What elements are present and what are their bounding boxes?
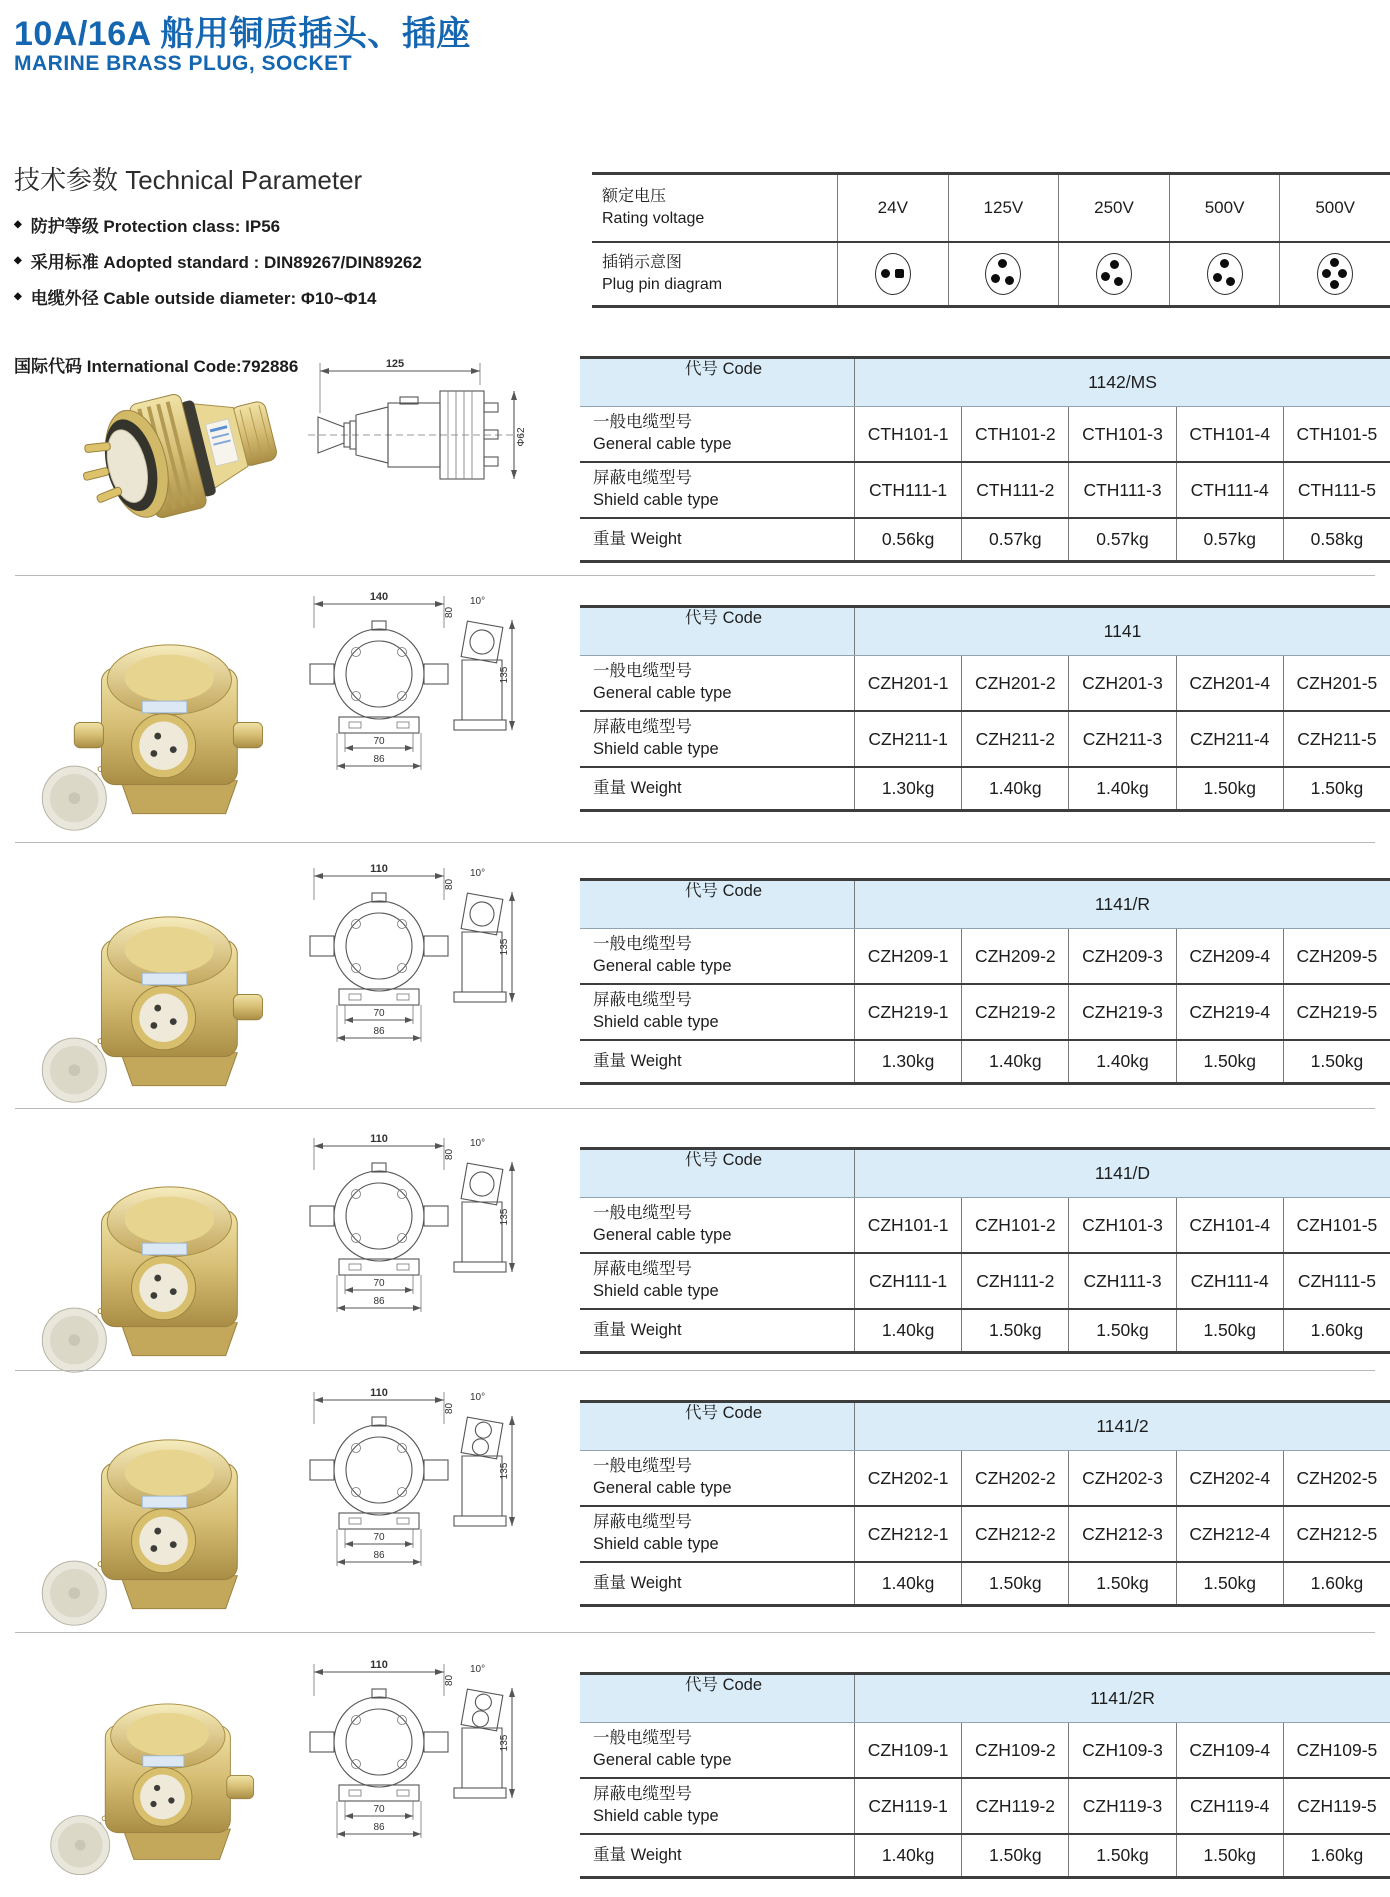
pin-cell xyxy=(1058,243,1169,305)
table-row xyxy=(580,1150,1390,1198)
weight-row-label: 重量 Weight xyxy=(593,529,682,548)
list-item xyxy=(14,284,422,309)
product-table-1141-2 xyxy=(580,1400,1390,1607)
dim-side: 80 xyxy=(444,1148,455,1160)
shield-row-label xyxy=(580,712,854,766)
diamond-bullet-icon: ◆ xyxy=(14,290,22,302)
general-cable-cell: CZH209-2 xyxy=(961,929,1068,983)
page-subtitle: MARINE BRASS PLUG, SOCKET xyxy=(14,52,353,75)
plug-pin-3-icon xyxy=(1207,253,1243,295)
weight-cell: 1.60kg xyxy=(1283,1835,1390,1876)
shield-cable-cell: CZH119-4 xyxy=(1176,1779,1283,1833)
section-divider xyxy=(15,575,1375,576)
shield-cable-cell: CZH212-3 xyxy=(1068,1507,1175,1561)
shield-cable-cell: CZH212-5 xyxy=(1283,1507,1390,1561)
shield-row-label xyxy=(580,985,854,1039)
general-cable-cell: CZH101-4 xyxy=(1176,1198,1283,1252)
label-zh: 一般电缆型号 xyxy=(593,413,692,432)
table-row xyxy=(580,1779,1390,1835)
shield-row-label xyxy=(580,463,854,517)
dim-outer: 86 xyxy=(373,1026,385,1037)
dim-height: 135 xyxy=(499,938,510,956)
label-en: Shield cable type xyxy=(593,1282,719,1300)
weight-cell: 0.57kg xyxy=(1068,519,1175,560)
general-cable-cell: CZH209-5 xyxy=(1283,929,1390,983)
pin-cell xyxy=(1169,243,1280,305)
weight-row-label: 重量 Weight xyxy=(593,778,682,797)
dim-top: 140 xyxy=(369,591,389,603)
code-row-label: 代号 Code xyxy=(684,1676,763,1694)
dim-inner: 70 xyxy=(373,1804,385,1815)
technical-drawing-socket xyxy=(292,1386,517,1596)
shield-cable-cell: CZH212-2 xyxy=(961,1507,1068,1561)
technical-drawing-socket xyxy=(292,1658,517,1868)
general-cable-cell: CZH202-1 xyxy=(854,1451,961,1505)
label-zh: 一般电缆型号 xyxy=(593,662,692,681)
weight-cell: 0.57kg xyxy=(961,519,1068,560)
dim-angle: 10° xyxy=(470,1664,486,1675)
weight-cell: 1.40kg xyxy=(854,1563,961,1604)
table-row xyxy=(580,359,1390,407)
shield-row-label xyxy=(580,1507,854,1561)
general-cable-cell: CZH209-1 xyxy=(854,929,961,983)
product-table-1141 xyxy=(580,605,1390,812)
product-code: 1141 xyxy=(854,608,1390,655)
weight-cell: 1.40kg xyxy=(854,1310,961,1351)
table-row xyxy=(580,712,1390,768)
general-row-label xyxy=(580,1451,854,1505)
plug-pin-3-icon xyxy=(985,253,1021,295)
dim-angle: 10° xyxy=(470,1392,486,1403)
weight-cell: 1.50kg xyxy=(1176,768,1283,809)
label-en: General cable type xyxy=(593,1751,732,1769)
table-row xyxy=(580,1563,1390,1604)
table-row xyxy=(580,1198,1390,1254)
label-en: Shield cable type xyxy=(593,1535,719,1553)
label-zh: 屏蔽电缆型号 xyxy=(593,718,692,737)
label-en: Rating voltage xyxy=(602,210,705,227)
table-row xyxy=(580,768,1390,809)
dim-angle: 10° xyxy=(470,596,486,607)
product-code: 1141/2R xyxy=(854,1675,1390,1722)
dim-outer: 86 xyxy=(373,1550,385,1561)
technical-drawing-plug xyxy=(300,355,530,505)
table-row xyxy=(580,1675,1390,1723)
list-item xyxy=(14,248,422,273)
table-row xyxy=(580,463,1390,519)
dim-top: 110 xyxy=(370,1133,388,1145)
weight-cell: 1.60kg xyxy=(1283,1563,1390,1604)
label-zh: 一般电缆型号 xyxy=(593,1204,692,1223)
weight-cell: 1.50kg xyxy=(1068,1563,1175,1604)
general-row-label xyxy=(580,1198,854,1252)
dim-top: 110 xyxy=(370,1387,388,1399)
weight-cell: 0.56kg xyxy=(854,519,961,560)
label-en: General cable type xyxy=(593,435,732,453)
weight-cell: 1.50kg xyxy=(961,1310,1068,1351)
voltage-cell: 250V xyxy=(1058,175,1169,241)
weight-cell: 1.30kg xyxy=(854,1041,961,1082)
weight-cell: 1.40kg xyxy=(961,1041,1068,1082)
label-zh: 一般电缆型号 xyxy=(593,1457,692,1476)
general-row-label xyxy=(580,1723,854,1777)
section-divider xyxy=(15,1632,1375,1633)
general-cable-cell: CZH201-4 xyxy=(1176,656,1283,710)
weight-row-label: 重量 Weight xyxy=(593,1845,682,1864)
dim-side: 80 xyxy=(444,606,455,618)
dim-inner: 70 xyxy=(373,736,385,747)
product-table-1141r xyxy=(580,878,1390,1085)
code-row-label: 代号 Code xyxy=(684,1151,763,1169)
shield-cable-cell: CZH119-1 xyxy=(854,1779,961,1833)
shield-cable-cell: CZH211-2 xyxy=(961,712,1068,766)
label-zh: 一般电缆型号 xyxy=(593,1729,692,1748)
general-cable-cell: CZH101-1 xyxy=(854,1198,961,1252)
general-row-label xyxy=(580,656,854,710)
shield-cable-cell: CZH211-4 xyxy=(1176,712,1283,766)
product-code: 1141/R xyxy=(854,881,1390,928)
dim-inner: 70 xyxy=(373,1532,385,1543)
weight-row-label: 重量 Weight xyxy=(593,1320,682,1339)
general-cable-cell: CZH109-4 xyxy=(1176,1723,1283,1777)
shield-cable-cell: CZH211-5 xyxy=(1283,712,1390,766)
shield-cable-cell: CTH111-5 xyxy=(1283,463,1390,517)
dim-length: 125 xyxy=(385,358,405,370)
shield-cable-cell: CZH211-1 xyxy=(854,712,961,766)
general-cable-cell: CZH101-3 xyxy=(1068,1198,1175,1252)
technical-drawing-socket xyxy=(292,1132,517,1342)
dim-top: 110 xyxy=(370,863,388,875)
label-en: Shield cable type xyxy=(593,1807,719,1825)
general-cable-cell: CZH101-5 xyxy=(1283,1198,1390,1252)
dim-outer: 86 xyxy=(373,1296,385,1307)
general-cable-cell: CZH202-3 xyxy=(1068,1451,1175,1505)
general-row-label xyxy=(580,929,854,983)
tech-parameter-heading: 技术参数 Technical Parameter xyxy=(14,165,363,195)
general-cable-cell: CZH201-1 xyxy=(854,656,961,710)
shield-cable-cell: CZH212-4 xyxy=(1176,1507,1283,1561)
general-cable-cell: CZH209-4 xyxy=(1176,929,1283,983)
shield-cable-cell: CTH111-2 xyxy=(961,463,1068,517)
plug-pin-3-icon xyxy=(1096,253,1132,295)
diamond-bullet-icon: ◆ xyxy=(14,218,22,230)
dim-height: 135 xyxy=(499,666,510,684)
weight-cell: 1.50kg xyxy=(1176,1835,1283,1876)
product-photo-socket xyxy=(22,608,277,836)
diamond-bullet-icon: ◆ xyxy=(14,254,22,266)
label-zh: 屏蔽电缆型号 xyxy=(593,991,692,1010)
general-cable-cell: CZH201-2 xyxy=(961,656,1068,710)
product-code: 1142/MS xyxy=(854,359,1390,406)
weight-cell: 1.50kg xyxy=(961,1835,1068,1876)
table-row xyxy=(580,1507,1390,1563)
shield-row-label xyxy=(580,1254,854,1308)
voltage-cell: 500V xyxy=(1169,175,1280,241)
table-row xyxy=(580,656,1390,712)
label-en: Shield cable type xyxy=(593,1013,719,1031)
section-divider xyxy=(15,1370,1375,1371)
product-photo-socket xyxy=(22,1150,277,1378)
label-zh: 插销示意图 xyxy=(602,254,683,272)
shield-cable-cell: CTH111-3 xyxy=(1068,463,1175,517)
voltage-table xyxy=(592,172,1390,308)
dim-outer: 86 xyxy=(373,1822,385,1833)
shield-cable-cell: CZH119-3 xyxy=(1068,1779,1175,1833)
bullet-text: 防护等级 Protection class: IP56 xyxy=(30,217,281,236)
general-cable-cell: CZH109-5 xyxy=(1283,1723,1390,1777)
label-en: General cable type xyxy=(593,1226,732,1244)
section-divider xyxy=(15,1108,1375,1109)
dim-height: 135 xyxy=(499,1462,510,1480)
table-row xyxy=(580,1403,1390,1451)
product-photo-socket xyxy=(22,1670,277,1880)
general-cable-cell: CTH101-3 xyxy=(1068,407,1175,461)
weight-cell: 1.50kg xyxy=(961,1563,1068,1604)
weight-cell: 1.50kg xyxy=(1283,768,1390,809)
table-row xyxy=(580,519,1390,560)
product-code: 1141/2 xyxy=(854,1403,1390,1450)
general-cable-cell: CTH101-4 xyxy=(1176,407,1283,461)
code-row-label: 代号 Code xyxy=(684,882,763,900)
shield-cable-cell: CZH219-5 xyxy=(1283,985,1390,1039)
section-divider xyxy=(15,842,1375,843)
pin-cell xyxy=(948,243,1059,305)
pin-cell xyxy=(837,243,948,305)
label-zh: 屏蔽电缆型号 xyxy=(593,1513,692,1532)
weight-cell: 0.58kg xyxy=(1283,519,1390,560)
dim-angle: 10° xyxy=(470,1138,486,1149)
general-cable-cell: CZH201-5 xyxy=(1283,656,1390,710)
table-row xyxy=(580,929,1390,985)
pin-diagram-label xyxy=(592,243,837,305)
label-zh: 屏蔽电缆型号 xyxy=(593,1260,692,1279)
general-cable-cell: CZH109-2 xyxy=(961,1723,1068,1777)
label-zh: 屏蔽电缆型号 xyxy=(593,469,692,488)
label-en: Shield cable type xyxy=(593,740,719,758)
shield-row-label xyxy=(580,1779,854,1833)
weight-cell: 1.40kg xyxy=(1068,1041,1175,1082)
weight-row-label: 重量 Weight xyxy=(593,1051,682,1070)
table-row xyxy=(580,608,1390,656)
shield-cable-cell: CZH111-4 xyxy=(1176,1254,1283,1308)
table-row xyxy=(592,175,1390,243)
shield-cable-cell: CZH211-3 xyxy=(1068,712,1175,766)
pin-cell xyxy=(1279,243,1390,305)
rating-voltage-label xyxy=(592,175,837,241)
shield-cable-cell: CZH111-2 xyxy=(961,1254,1068,1308)
weight-cell: 1.50kg xyxy=(1068,1310,1175,1351)
shield-cable-cell: CZH111-1 xyxy=(854,1254,961,1308)
weight-cell: 1.60kg xyxy=(1283,1310,1390,1351)
shield-cable-cell: CZH111-5 xyxy=(1283,1254,1390,1308)
shield-cable-cell: CTH111-4 xyxy=(1176,463,1283,517)
dim-side: 80 xyxy=(444,878,455,890)
table-row xyxy=(580,1451,1390,1507)
general-cable-cell: CZH109-3 xyxy=(1068,1723,1175,1777)
general-cable-cell: CZH201-3 xyxy=(1068,656,1175,710)
general-cable-cell: CTH101-1 xyxy=(854,407,961,461)
label-zh: 额定电压 xyxy=(602,188,667,206)
dim-top: 110 xyxy=(370,1659,388,1671)
weight-row-label: 重量 Weight xyxy=(593,1573,682,1592)
weight-cell: 1.50kg xyxy=(1176,1041,1283,1082)
table-row xyxy=(580,1041,1390,1082)
code-row-label: 代号 Code xyxy=(684,609,763,627)
dim-inner: 70 xyxy=(373,1278,385,1289)
general-cable-cell: CZH202-4 xyxy=(1176,1451,1283,1505)
general-cable-cell: CTH101-2 xyxy=(961,407,1068,461)
code-row-label: 代号 Code xyxy=(684,1404,763,1422)
dim-side: 80 xyxy=(444,1674,455,1686)
product-photo-plug xyxy=(58,352,298,552)
general-cable-cell: CZH109-1 xyxy=(854,1723,961,1777)
product-photo-socket xyxy=(22,1403,277,1631)
label-en: Plug pin diagram xyxy=(602,276,723,293)
dim-side: 80 xyxy=(444,1402,455,1414)
page-title: 10A/16A 船用铜质插头、插座 xyxy=(14,15,471,53)
voltage-cell: 24V xyxy=(837,175,948,241)
shield-cable-cell: CZH219-4 xyxy=(1176,985,1283,1039)
product-table-1141-2r xyxy=(580,1672,1390,1879)
dim-inner: 70 xyxy=(373,1008,385,1019)
shield-cable-cell: CTH111-1 xyxy=(854,463,961,517)
general-cable-cell: CZH101-2 xyxy=(961,1198,1068,1252)
table-row xyxy=(580,985,1390,1041)
shield-cable-cell: CZH219-2 xyxy=(961,985,1068,1039)
product-table-1142ms xyxy=(580,356,1390,563)
table-row xyxy=(580,881,1390,929)
general-cable-cell: CZH209-3 xyxy=(1068,929,1175,983)
weight-cell: 1.50kg xyxy=(1176,1563,1283,1604)
general-cable-cell: CZH202-5 xyxy=(1283,1451,1390,1505)
label-en: Shield cable type xyxy=(593,491,719,509)
international-code: 国际代码 International Code:792886 xyxy=(14,357,299,376)
dim-height: 135 xyxy=(499,1734,510,1752)
dim-outer: 86 xyxy=(373,754,385,765)
general-cable-cell: CZH202-2 xyxy=(961,1451,1068,1505)
voltage-cell: 500V xyxy=(1279,175,1390,241)
dim-angle: 10° xyxy=(470,868,486,879)
label-zh: 一般电缆型号 xyxy=(593,935,692,954)
table-row xyxy=(592,243,1390,305)
dim-height: 135 xyxy=(499,1208,510,1226)
weight-cell: 1.40kg xyxy=(1068,768,1175,809)
weight-cell: 1.50kg xyxy=(1176,1310,1283,1351)
weight-cell: 1.50kg xyxy=(1283,1041,1390,1082)
shield-cable-cell: CZH119-5 xyxy=(1283,1779,1390,1833)
tech-parameter-list xyxy=(14,212,422,320)
table-row xyxy=(580,1835,1390,1876)
label-en: General cable type xyxy=(593,1479,732,1497)
shield-cable-cell: CZH119-2 xyxy=(961,1779,1068,1833)
table-row xyxy=(580,1254,1390,1310)
product-code: 1141/D xyxy=(854,1150,1390,1197)
table-row xyxy=(580,1310,1390,1351)
code-row-label: 代号 Code xyxy=(684,360,763,378)
plug-pin-2-icon xyxy=(875,253,911,295)
general-cable-cell: CTH101-5 xyxy=(1283,407,1390,461)
shield-cable-cell: CZH111-3 xyxy=(1068,1254,1175,1308)
label-en: General cable type xyxy=(593,957,732,975)
dim-diameter: Φ62 xyxy=(516,427,527,447)
bullet-text: 采用标准 Adopted standard : DIN89267/DIN89262 xyxy=(30,253,422,272)
shield-cable-cell: CZH219-3 xyxy=(1068,985,1175,1039)
label-en: General cable type xyxy=(593,684,732,702)
weight-cell: 1.40kg xyxy=(961,768,1068,809)
shield-cable-cell: CZH212-1 xyxy=(854,1507,961,1561)
product-photo-socket xyxy=(22,880,277,1108)
plug-pin-4-icon xyxy=(1317,253,1353,295)
table-row xyxy=(580,1723,1390,1779)
weight-cell: 1.50kg xyxy=(1068,1835,1175,1876)
shield-cable-cell: CZH219-1 xyxy=(854,985,961,1039)
list-item xyxy=(14,212,422,237)
bullet-text: 电缆外径 Cable outside diameter: Φ10~Φ14 xyxy=(30,289,377,308)
weight-cell: 1.40kg xyxy=(854,1835,961,1876)
technical-drawing-socket xyxy=(292,862,517,1072)
technical-drawing-socket xyxy=(292,590,517,800)
weight-cell: 1.30kg xyxy=(854,768,961,809)
voltage-cell: 125V xyxy=(948,175,1059,241)
table-row xyxy=(580,407,1390,463)
product-table-1141d xyxy=(580,1147,1390,1354)
label-zh: 屏蔽电缆型号 xyxy=(593,1785,692,1804)
general-row-label xyxy=(580,407,854,461)
weight-cell: 0.57kg xyxy=(1176,519,1283,560)
